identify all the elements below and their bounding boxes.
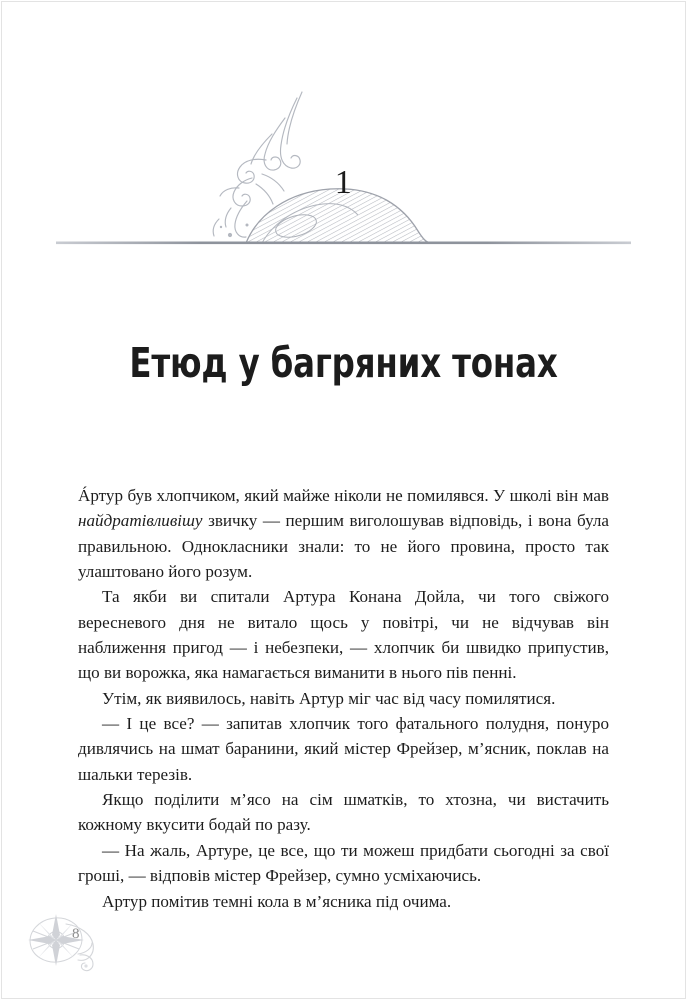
page-number: 8 [72,926,80,942]
body-paragraph [78,584,609,685]
body-run: — І це все? — запитав хлопчик того фатального полудня, понуро дивлячись на шмат баранини, який містер Фрейзер, м’ясник, поклав на шальки терезів. [78,714,609,784]
ornament-dots [220,224,249,238]
body-paragraph [78,483,609,584]
compass-rose-icon [14,908,144,988]
body-run: Артур помітив темні кола в м’ясника під очима. [102,891,452,911]
body-paragraph [78,686,609,711]
folio-swash-dot [84,964,87,967]
chapter-title: Етюд у багряних тонах [129,339,558,388]
body-paragraph [78,838,609,889]
body-run: Áртур був хлопчиком, який майже ніколи не помилявся. У школі він мав [78,486,609,505]
folio-ornament [14,908,144,988]
emphasis-text: найдратівливішу [78,511,203,531]
body-paragraph [78,889,609,914]
body-text [78,483,609,914]
ornament-rule-top [56,242,631,245]
body-run: Утім, як виявилось, навіть Артур міг час від часу помилятися. [102,688,556,708]
body-paragraph [78,711,609,787]
body-run: звичку — першим виголошував відповідь, і вона була правильною. Однокласники знали: то не його провина, просто так улаштовано його розум. [78,511,609,582]
body-run: — На жаль, Артуре, це все, що ти можеш придбати сьогодні за свої гроші, — відповів містер Фрейзер, сумно усміхаючись. [78,840,609,886]
chapter-number: 1 [334,164,353,201]
body-run: Якщо поділити м’ясо на сім шматків, то хтозна, чи вистачить кожному вкусити бодай по разу. [78,790,609,835]
body-run: Та якби ви спитали Артура Конана Дойла, чи того свіжого вересневого дня не витало щось у повітрі, чи не відчував він наближення пригод — і небезпеки, — хлопчик би швидко припустив, що ви ворожка, яка намагається виманити в нього пів пенні. [78,587,609,683]
body-paragraph [78,787,609,838]
